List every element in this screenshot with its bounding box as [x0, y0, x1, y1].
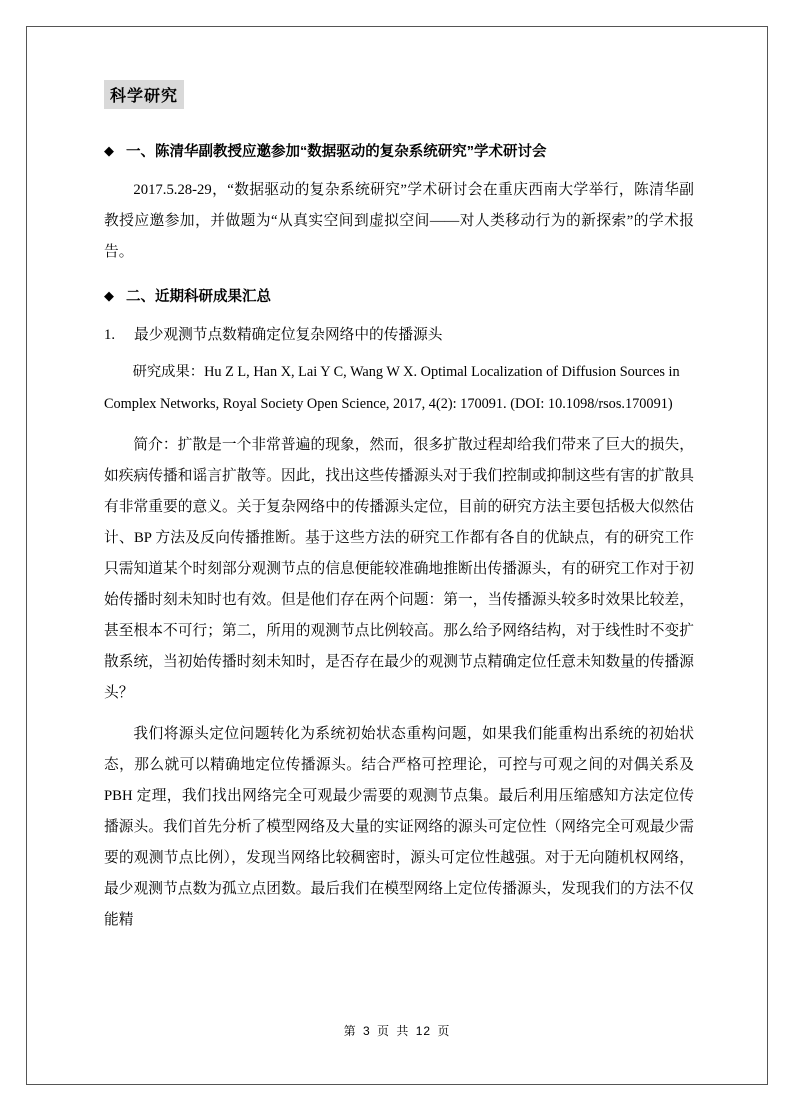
footer-page-unit: 页 [376, 1024, 390, 1038]
diamond-bullet-icon: ◆ [104, 288, 114, 303]
footer-total-pages: 12 [415, 1024, 432, 1038]
summary-paragraph-two: 我们将源头定位问题转化为系统初始状态重构问题，如果我们能重构出系统的初始状态，那么就可以精确地定位传播源头。结合严格可控理论，可控与可观之间的对偶关系及 PBH 定理，我们找出网络完全可观最少需要的观测节点集。最后利用压缩感知方法定位传播源头。我们首先分析了模型网络及大量的实证网络的源头可定位性（网络完全可观最少需要的观测节点比例），发现当网络比较稠密时，源头可定位性越强。对于无向随机权网络，最少观测节点数为孤立点团数。最后我们在模型网络上定位传播源头，发现我们的方法不仅能精 [104, 726, 694, 928]
footer-page-number: 3 [362, 1024, 371, 1038]
footer-total-unit: 页 [437, 1024, 451, 1038]
footer-total-label: 共 [396, 1024, 410, 1038]
heading-two [104, 286, 694, 308]
heading-one-label: 一、陈清华副教授应邀参加“数据驱动的复杂系统研究”学术研讨会 [126, 144, 547, 160]
heading-one [104, 141, 694, 163]
heading-two-label: 二、近期科研成果汇总 [126, 289, 271, 305]
footer-prefix: 第 [343, 1024, 357, 1038]
diamond-bullet-icon: ◆ [104, 143, 114, 158]
list-item-label: 最少观测节点数精确定位复杂网络中的传播源头 [134, 327, 443, 343]
page-footer [0, 1022, 794, 1039]
summary-paragraph-one: 简介：扩散是一个非常普遍的现象，然而，很多扩散过程却给我们带来了巨大的损失，如疾病传播和谣言扩散等。因此，找出这些传播源头对于我们控制或抑制这些有害的扩散具有非常重要的意义。关于复杂网络中的传播源头定位，目前的研究方法主要包括极大似然估计、BP 方法及反向传播推断。基于这些方法的研究工作都有各自的优缺点，有的研究工作只需知道某个时刻部分观测节点的信息便能较准确地推断出传播源头，有的研究工作对于初始传播时刻未知时也有效。但是他们存在两个问题：第一，当传播源头较多时效果比较差，甚至根本不可行；第二，所用的观测节点比例较高。那么给予网络结构，对于线性时不变扩散系统，当初始传播时刻未知时，是否存在最少的观测节点精确定位任意未知数量的传播源头？ [104, 437, 694, 701]
page-title: 科学研究 [104, 80, 184, 109]
page-content [104, 80, 694, 944]
intro-paragraph: 2017.5.28-29，“数据驱动的复杂系统研究”学术研讨会在重庆西南大学举行，陈清华副教授应邀参加，并做题为“从真实空间到虚拟空间——对人类移动行为的新探索”的学术报告。 [104, 182, 694, 260]
reference-paragraph: 研究成果：Hu Z L, Han X, Lai Y C, Wang W X. Optimal Localization of Diffusion Sources in Complex Networks, Royal Society Open Science, 2017, 4(2): 170091. (DOI: 10.1098/rsos.170091) [104, 364, 680, 412]
list-item-number: 1. [104, 327, 116, 343]
list-item [104, 322, 694, 348]
